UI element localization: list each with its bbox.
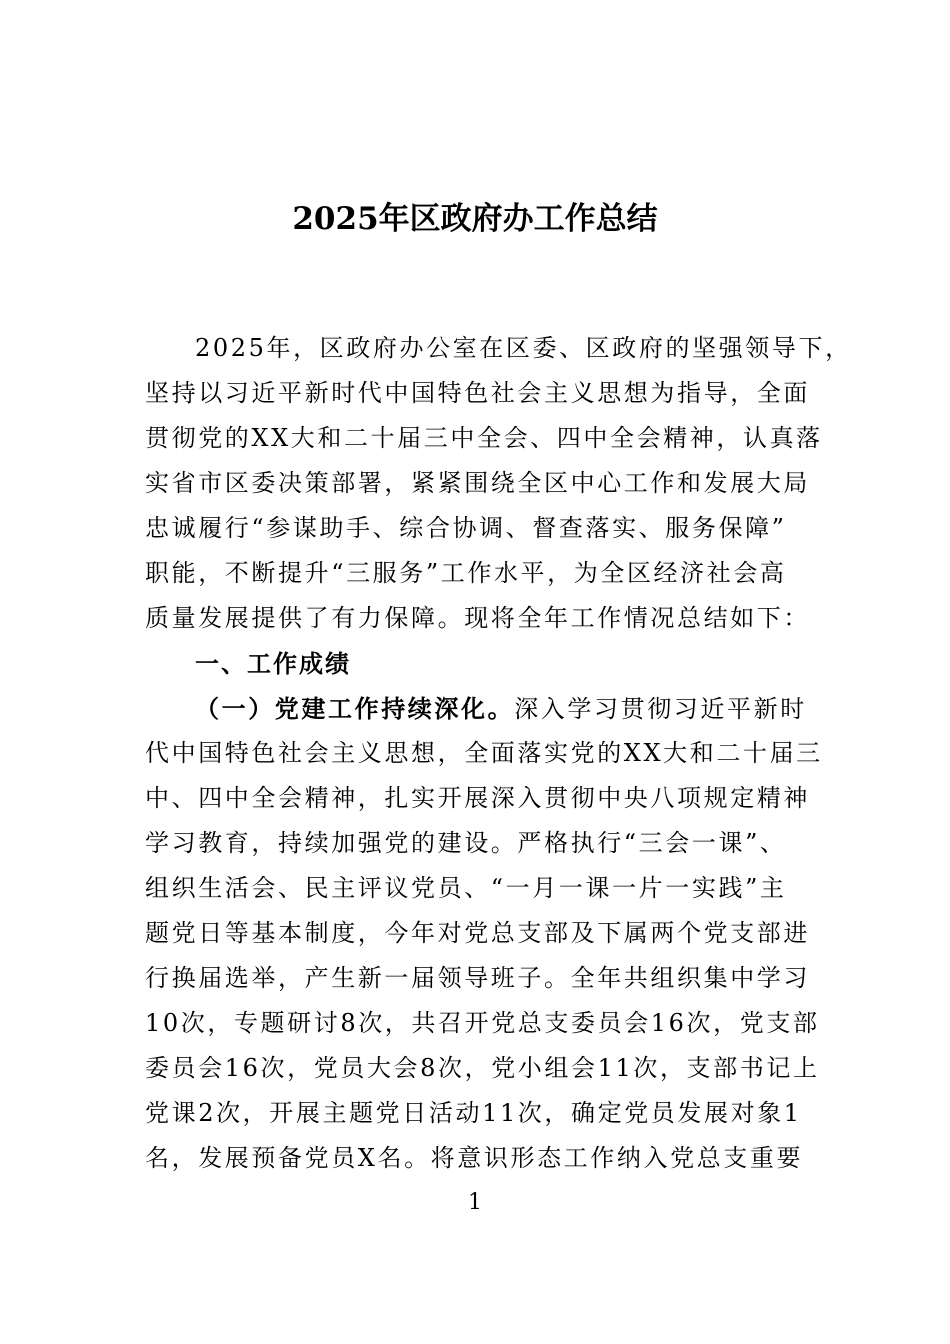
subsection-line: 党课2次，开展主题党日活动11次，确定党员发展对象1: [145, 1099, 802, 1127]
intro-line: 实省市区委决策部署，紧紧围绕全区中心工作和发展大局: [145, 469, 810, 497]
intro-line: 贯彻党的XX大和二十届三中全会、四中全会精神，认真落: [145, 424, 823, 452]
subsection-line: 名，发展预备党员X名。将意识形态工作纳入党总支重要: [145, 1144, 804, 1172]
intro-line: 质量发展提供了有力保障。现将全年工作情况总结如下：: [145, 604, 810, 632]
subsection-line: 中、四中全会精神，扎实开展深入贯彻中央八项规定精神: [145, 784, 810, 812]
subsection-line: 10次，专题研讨8次，共召开党总支委员会16次，党支部: [145, 1009, 820, 1037]
subsection-first-line: [145, 686, 810, 731]
intro-line: 忠诚履行“参谋助手、综合协调、督查落实、服务保障”: [145, 514, 787, 542]
page-number: 1: [468, 1190, 482, 1215]
subsection-line: 组织生活会、民主评议党员、“一月一课一片一实践”主: [145, 874, 787, 902]
subsection-line: 学习教育，持续加强党的建设。严格执行“三会一课”、: [145, 829, 787, 857]
subsection-lead-text: 深入学习贯彻习近平新时: [514, 695, 807, 723]
subsection-line: 题党日等基本制度，今年对党总支部及下属两个党支部进: [145, 919, 810, 947]
subsection-line: 行换届选举，产生新一届领导班子。全年共组织集中学习: [145, 964, 810, 992]
subsection-lead-title: （一）党建工作持续深化。: [195, 694, 515, 723]
intro-line: 2025年，区政府办公室在区委、区政府的坚强领导下，: [195, 334, 852, 362]
document-title: 2025年区政府办工作总结: [292, 201, 658, 237]
section-heading: 一、工作成绩: [195, 649, 351, 678]
document-body: [145, 326, 852, 1181]
intro-line: 职能，不断提升“三服务”工作水平，为全区经济社会高: [145, 559, 787, 587]
subsection-line: 委员会16次，党员大会8次，党小组会11次，支部书记上: [145, 1054, 820, 1082]
intro-line: 坚持以习近平新时代中国特色社会主义思想为指导，全面: [145, 379, 810, 407]
subsection-line: 代中国特色社会主义思想，全面落实党的XX大和二十届三: [145, 739, 823, 767]
